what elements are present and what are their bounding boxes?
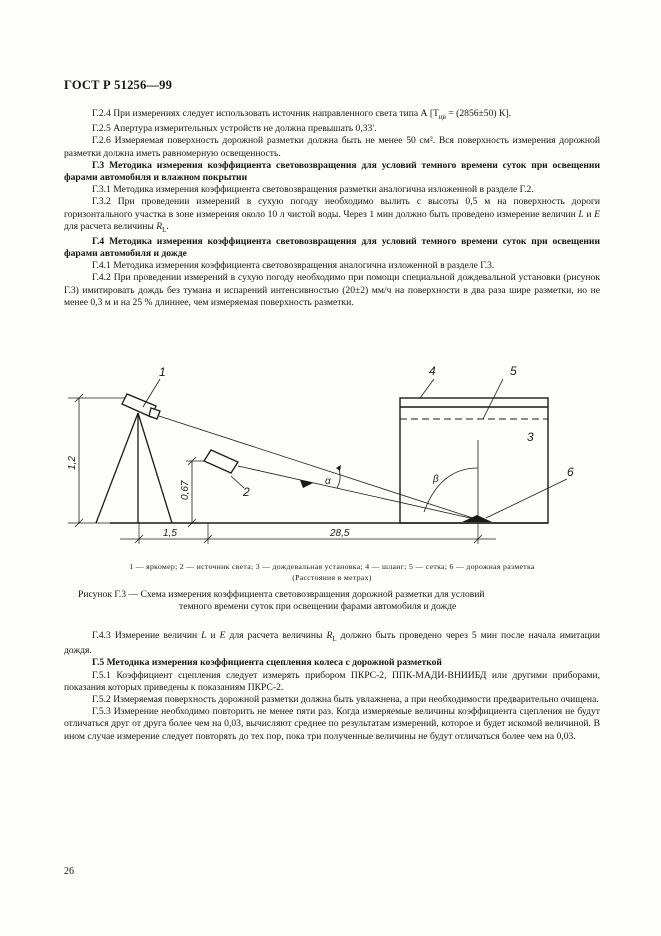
rain-installation	[400, 398, 548, 523]
figure-caption	[78, 589, 598, 613]
heading-g3: Г.3 Методика измерения коэффициента световозвращения для условий темного времени суток при освещении фарами автомобиля и влажном покрытии	[64, 159, 600, 183]
paragraph-g5-2: Г.5.2 Измеряемая поверхность дорожной разметки должна быть увлажнена, а при необходимости предварительно очищена.	[92, 693, 599, 705]
label-6: 6	[567, 465, 574, 479]
dim-length-2-text: 28,5	[330, 528, 350, 539]
label-1: 1	[159, 365, 166, 379]
ray-meter-to-marking	[159, 416, 479, 520]
luminance-meter	[122, 394, 160, 419]
paragraph-g2-4: Г.2.4 При измерениях следует использовать источник направленного света типа А [$T_{цв} = (2856\pm 50)$ К].	[92, 108, 511, 121]
dim-height-1-text: 1,2	[67, 456, 78, 470]
page-number: 26	[64, 866, 74, 877]
paragraph-g2-5: Г.2.5 Апертура измерительных устройств не должна превышать 0,33'.	[92, 123, 377, 135]
label-2: 2	[243, 485, 250, 499]
figure-caption-line-1: Рисунок Г.3 — Схема измерения коэффициента световозвращения дорожной разметки для условий	[78, 589, 485, 600]
text-block-lower	[64, 630, 600, 743]
paragraph-g4-2: Г.4.2 При проведении измерений в сухую погоду необходимо при помощи специальной дождевальной установки (рисунок Г.3) имитировать дождь без тумана и испарений интенсивностью (20±2) мм/ч на поверхности в два раза шире разметки, но не менее 0,3 м и на 25 % длиннее, чем измеряемая поверхность разметки.	[64, 272, 600, 308]
dim-length-1-text: 1,5	[163, 528, 177, 539]
paragraph-g4-3: Г.4.3 Измерение величин L и E для расчета величины $R_L$ должно быть проведено через 5 мин после начала имитации дождя.	[64, 630, 601, 657]
legend-items: 1 — яркомер; 2 — источник света; 3 — дождевальная установка; 4 — шланг; 5 — сетка; 6 — дорожная разметка	[129, 562, 535, 571]
paragraph-g2-6: Г.2.6 Измеряемая поверхность дорожной разметки должна быть не менее 50 см². Вся поверхность измерения дорожной разметки должна иметь равномерную освещенность.	[64, 135, 600, 159]
ray-source-to-marking	[238, 466, 479, 520]
paragraph-g5-3: Г.5.3 Измерение необходимо повторить не менее пяти раз. Когда измеряемые величины коэффициента сцепления не будут отличаться друг от друга более чем на 0,03, вычисляют среднее по результатам измерений, которое и будет искомой величиной. В ином случае измерение следует повторять до тех пор, пока три полученные величины не будут отличаться более чем на 0,03.	[64, 706, 600, 742]
label-4: 4	[429, 364, 436, 378]
paragraph-g5-1: Г.5.1 Коэффициент сцепления следует измерять прибором ПКРС-2, ППК-МАДИ-ВНИИБД или другими приборами, показания которых приведены к показаниям ПКРС-2.	[64, 669, 600, 693]
light-source	[204, 450, 238, 473]
label-alpha: α	[325, 476, 331, 487]
label-3: 3	[527, 430, 534, 444]
heading-g4: Г.4 Методика измерения коэффициента световозвращения для условий темного времени суток при освещении фарами автомобиля и дожде	[64, 235, 600, 260]
document-header: ГОСТ Р 51256—99	[64, 78, 173, 92]
paragraph-g3-2: Г.3.2 При проведении измерений в сухую погоду необходимо вылить с высоты 0,5 м на поверхность дороги горизонтального участка в зоне измерения около 10 л чистой воды. Через 1 мин должно быть проведено измерение величин L и E для расчета величины $R_L$.	[64, 196, 600, 234]
tripod	[96, 413, 172, 523]
figure-legend	[64, 561, 600, 583]
paragraph-g4-1: Г.4.1 Методика измерения коэффициента световозвращения аналогична изложенной в разделе Г.3.	[92, 260, 495, 272]
label-beta: β	[433, 474, 439, 485]
figure-caption-line-2: темного времени суток при освещении фарами автомобиля и дожде	[179, 601, 457, 613]
legend-units: (Расстояния в метрах)	[292, 573, 372, 582]
dim-height-2-text: 0,67	[180, 480, 191, 500]
angle-alpha-arc	[337, 469, 340, 488]
subscript-cv: цв	[438, 112, 446, 121]
heading-g5: Г.5 Методика измерения коэффициента сцепления колеса с дорожной разметкой	[92, 657, 442, 669]
paragraph-g3-1: Г.3.1 Методика измерения коэффициента световозвращения разметки аналогична изложенной в разделе Г.2.	[92, 184, 534, 196]
label-5: 5	[510, 364, 517, 378]
